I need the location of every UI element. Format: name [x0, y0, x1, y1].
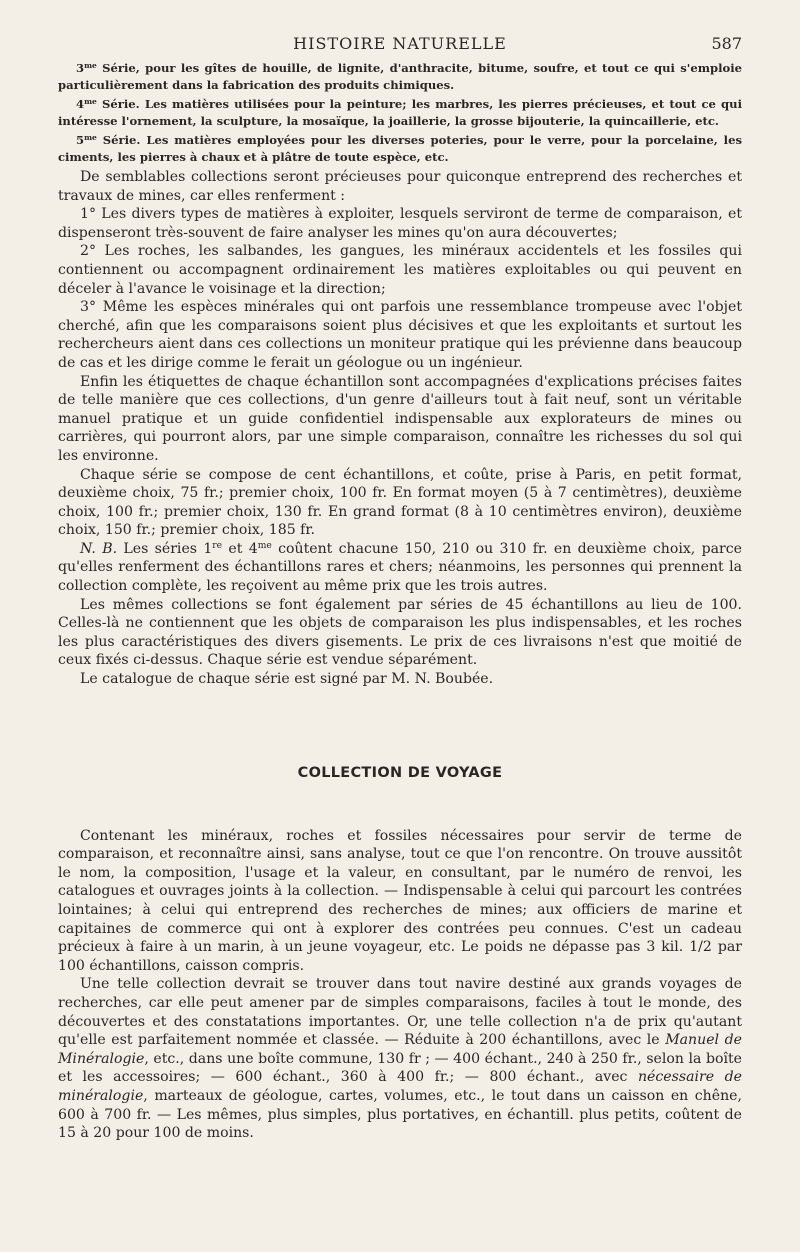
page-number: 587 — [711, 34, 742, 53]
section-text — [58, 827, 742, 1143]
paragraph-memes: Les mêmes collections se font également par séries de 45 échantillons au lieu de 100. Celles-là ne contiennent que les objets de comparaison les plus indispensables, et les roches les plus caractéristiques des divers gisements. Le prix de ces livraisons n'est que moitié de ceux fixés ci-dessus. Chaque série est vendue séparément. — [58, 596, 742, 669]
section-title: COLLECTION DE VOYAGE — [297, 764, 503, 781]
series-note-4: $4^{me}$ Série. Les matières utilisées pour la peinture; les marbres, les pierres précieuses, et tout ce qui intéresse l'ornement, la sculpture, la mosaïque, la joaillerie, la grosse bijouterie, la quincaillerie, etc. — [58, 96, 742, 128]
paragraph-item-1: 1° Les divers types de matières à exploiter, lesquels serviront de terme de comparaison, et dispenseront très-souvent de faire analyser les mines qu'on aura découvertes; — [58, 206, 742, 241]
section-paragraph-1: Contenant les minéraux, roches et fossiles nécessaires pour servir de terme de comparaison, et reconnaître ainsi, sans analyse, tout ce que l'on rencontre. On trouve aussitôt le nom, la composition, l'usage et la valeur, en consultant, par le numéro de renvoi, les catalogues et ouvrages joints à la collection. — Indispensable à celui qui parcourt les contrées lointaines; à celui qui entreprend des recherches de mines; aux officiers de marine et capitaines de commerce qui ont à explorer des contrées peu connues. C'est un cadeau précieux à faire à un marin, à un jeune voyageur, etc. Le poids ne dépasse pas 3 kil. 1/2 par 100 échantillons, caisson compris. — [58, 827, 742, 974]
page-header — [58, 30, 742, 58]
main-text — [58, 168, 742, 689]
series-note-3: $3^{me}$ Série, pour les gîtes de houille, de lignite, d'anthracite, bitume, soufre, et tout ce qui s'emploie particulièrement dans la fabrication des produits chimiques. — [58, 60, 742, 92]
paragraph-prix: Chaque série se compose de cent échantillons, et coûte, prise à Paris, en petit format, deuxième choix, 75 fr.; premier choix, 100 fr. En format moyen (5 à 7 centimètres), deuxième choix, 100 fr.; premier choix, 130 fr. En grand format (8 à 10 centimètres environ), deuxième choix, 150 fr.; premier choix, 185 fr. — [58, 466, 742, 539]
section-paragraph-2: Une telle collection devrait se trouver dans tout navire destiné aux grands voyages de recherches, car elle peut amener par de simples comparaisons, faciles à tout le monde, des découvertes et des constatations importantes. Or, une telle collection n'a de prix qu'autant qu'elle est parfaitement nommée et classée. — Réduite à 200 échantillons, avec le Manuel de Minéralogie, etc., dans une boîte commune, 130 fr ; — 400 échant., 240 à 250 fr., selon la boîte et les accessoires; — 600 échant., 360 à 400 fr.; — 800 échant., avec nécessaire de minéralogie, marteaux de géologue, cartes, volumes, etc., le tout dans un caisson en chêne, 600 à 700 fr. — Les mêmes, plus simples, plus portatives, en échantill. plus petits, coûtent de 15 à 20 pour 100 de moins. — [58, 976, 742, 1142]
series-note-5: $5^{me}$ Série. Les matières employées pour les diverses poteries, pour le verre, pour la porcelaine, les ciments, les pierres à chaux et à plâtre de toute espèce, etc. — [58, 132, 742, 164]
paragraph-etiquettes: Enfin les étiquettes de chaque échantillon sont accompagnées d'explications précises faites de telle manière que ces collections, d'un genre d'ailleurs tout à fait neuf, sont un véritable manuel pratique et un guide confidentiel indispensable aux explorateurs de mines ou carrières, qui pourront alors, par une simple comparaison, connaître les richesses du sol qui les environne. — [58, 373, 742, 464]
paragraph-item-2: 2° Les roches, les salbandes, les gangues, les minéraux accidentels et les fossiles qui contiennent ou accompagnent ordinairement les matières exploitables ou qui peuvent en déceler à l'avance le voisinage et la direction; — [58, 243, 742, 297]
series-notes — [58, 60, 742, 166]
running-title: HISTOIRE NATURELLE — [293, 34, 507, 53]
paragraph-nota-bene: N. B. Les séries 1re et $4^{me}$ coûtent chacune 150, 210 ou 310 fr. en deuxième choix, parce qu'elles renferment des échantillons rares et chers; néanmoins, les personnes qui prennent la collection complète, les reçoivent au même prix que les trois autres. — [58, 539, 742, 595]
paragraph-intro: De semblables collections seront précieuses pour quiconque entreprend des recherches et travaux de mines, car elles renferment : — [58, 169, 742, 204]
paragraph-catalogue: Le catalogue de chaque série est signé par M. N. Boubée. — [80, 671, 494, 688]
paragraph-item-3: 3° Même les espèces minérales qui ont parfois une ressemblance trompeuse avec l'objet cherché, afin que les comparaisons soient plus décisives et que les exploitants et surtout les rechercheurs aient dans ces collections un moniteur pratique qui les prévienne dans beaucoup de cas et les dirige comme le ferait un géologue ou un ingénieur. — [58, 299, 742, 371]
